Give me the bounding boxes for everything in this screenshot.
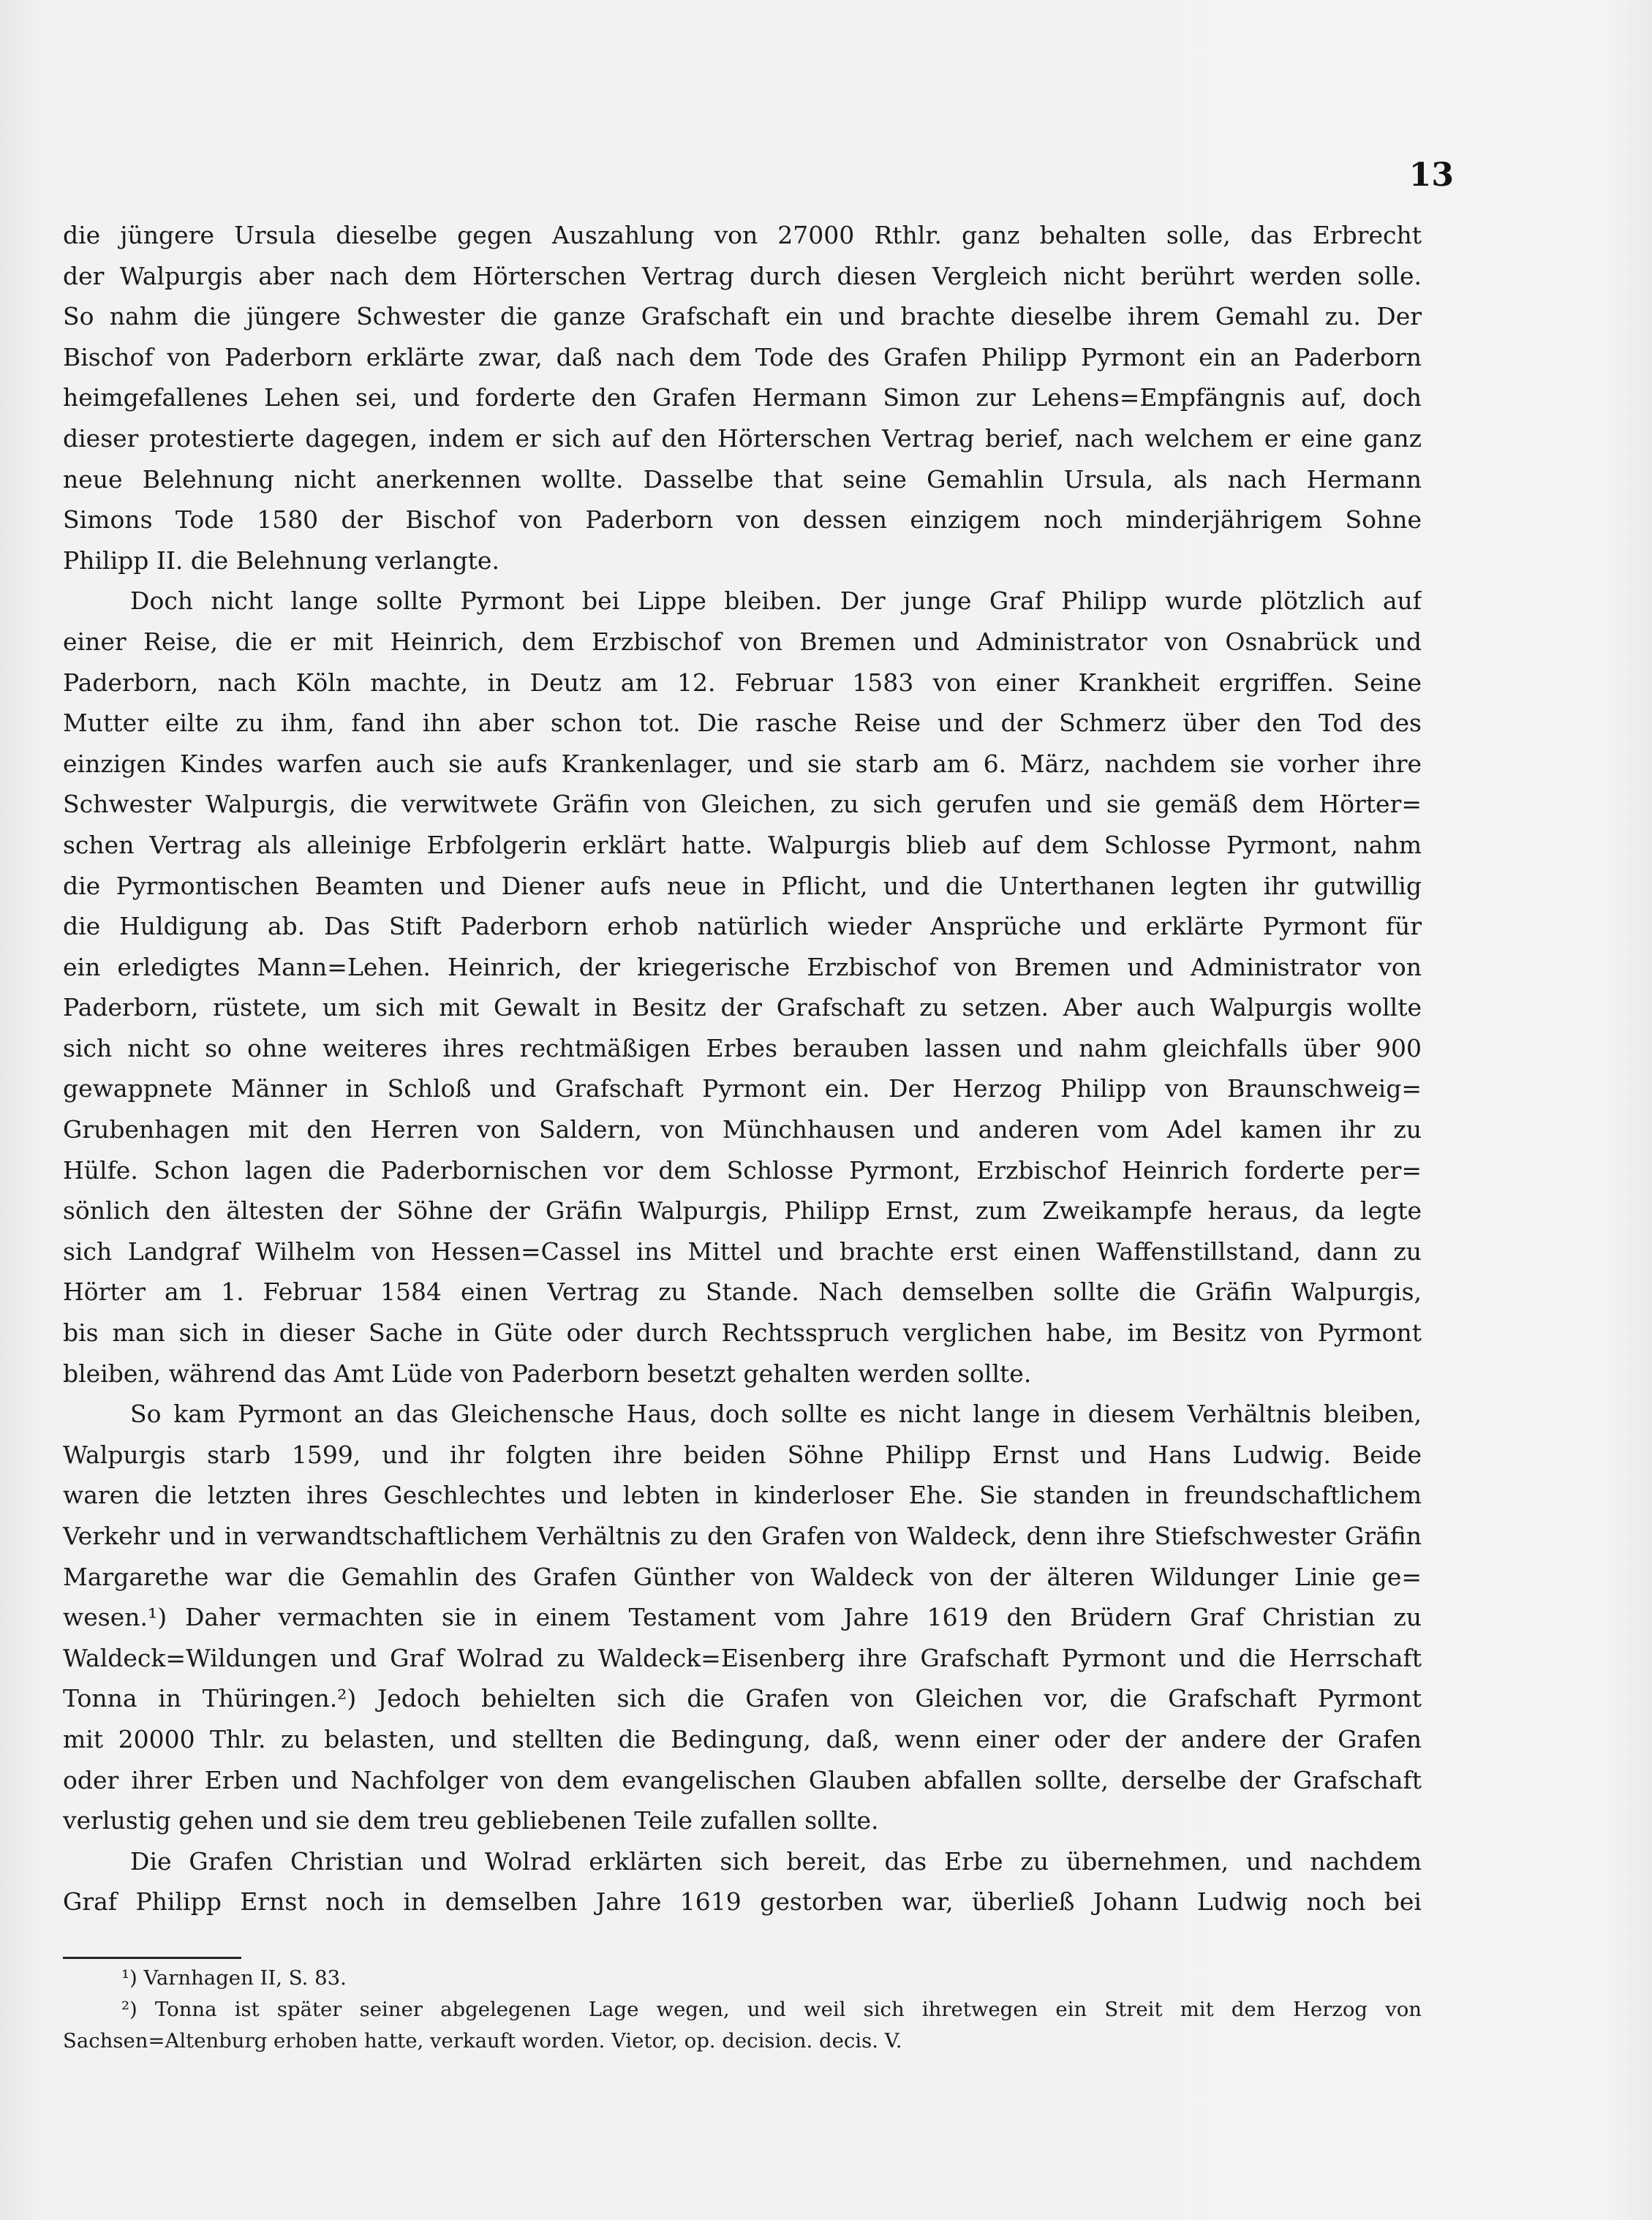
- text-line: dieser protestierte dagegen, indem er sich auf den Hörterschen Vertrag berief, nach welchem er eine ganz: [63, 423, 1422, 453]
- footnote-1: ¹) Varnhagen II, S. 83.: [121, 1966, 347, 1990]
- text-line: Tonna in Thüringen.²) Jedoch behielten sich die Grafen von Gleichen vor, die Grafschaft Pyrmont: [63, 1684, 1422, 1713]
- text-line: Hörter am 1. Februar 1584 einen Vertrag zu Stande. Nach demselben sollte die Gräfin Walpurgis,: [63, 1277, 1422, 1307]
- text-line: mit 20000 Thlr. zu belasten, und stellten die Bedingung, daß, wenn einer oder der andere der Grafen: [63, 1724, 1422, 1753]
- text-line: Margarethe war die Gemahlin des Grafen Günther von Waldeck von der älteren Wildunger Linie ge=: [63, 1562, 1422, 1591]
- text-line: die Huldigung ab. Das Stift Paderborn erhob natürlich wieder Ansprüche und erklärte Pyrmont für: [63, 912, 1422, 941]
- footnotes: [63, 1963, 1422, 2057]
- text-line: einzigen Kindes warfen auch sie aufs Krankenlager, und sie starb am 6. März, nachdem sie vorher ihre: [63, 749, 1422, 778]
- footnote-2-continued: Sachsen=Altenburg erhoben hatte, verkauft worden. Vietor, op. decision. decis. V.: [63, 2029, 902, 2053]
- text-line: Mutter eilte zu ihm, fand ihn aber schon tot. Die rasche Reise und der Schmerz über den Tod des: [63, 709, 1422, 738]
- text-line: Walpurgis starb 1599, und ihr folgten ihre beiden Söhne Philipp Ernst und Hans Ludwig. Beide: [63, 1440, 1422, 1469]
- text-line: Paderborn, nach Köln machte, in Deutz am 12. Februar 1583 von einer Krankheit ergriffen. Seine: [63, 668, 1422, 697]
- text-line: gewappnete Männer in Schloß und Grafschaft Pyrmont ein. Der Herzog Philipp von Braunschweig=: [63, 1074, 1422, 1103]
- text-line: bis man sich in dieser Sache in Güte oder durch Rechtsspruch verglichen habe, im Besitz von Pyrmont: [63, 1318, 1422, 1348]
- text-line: die Pyrmontischen Beamten und Diener aufs neue in Pflicht, und die Unterthanen legten ihr gutwillig: [63, 871, 1422, 900]
- text-line: Die Grafen Christian und Wolrad erklärten sich bereit, das Erbe zu übernehmen, und nachdem: [130, 1846, 1422, 1876]
- text-line: waren die letzten ihres Geschlechtes und lebten in kinderloser Ehe. Sie standen in freundschaftlichem: [63, 1481, 1422, 1510]
- text-line: neue Belehnung nicht anerkennen wollte. Dasselbe that seine Gemahlin Ursula, als nach Hermann: [63, 464, 1422, 494]
- text-line: der Walpurgis aber nach dem Hörterschen Vertrag durch diesen Vergleich nicht berührt werden solle.: [63, 261, 1422, 290]
- text-line: Verkehr und in verwandtschaftlichem Verhältnis zu den Grafen von Waldeck, denn ihre Stiefschwester Gräfin: [63, 1522, 1422, 1550]
- text-line: verlustig gehen und sie dem treu gebliebenen Teile zufallen sollte.: [63, 1806, 879, 1835]
- text-line: Grubenhagen mit den Herren von Saldern, von Münchhausen und anderen vom Adel kamen ihr zu: [63, 1115, 1422, 1144]
- text-line: Philipp II. die Belehnung verlangte.: [63, 545, 499, 575]
- text-line: sich nicht so ohne weiteres ihres rechtmäßigen Erbes berauben lassen und nahm gleichfalls über 900: [63, 1033, 1422, 1062]
- text-line: schen Vertrag als alleinige Erbfolgerin erklärt hatte. Walpurgis blieb auf dem Schlosse Pyrmont, nahm: [63, 830, 1422, 859]
- text-line: heimgefallenes Lehen sei, und forderte den Grafen Hermann Simon zur Lehens=Empfängnis auf, doch: [63, 383, 1422, 412]
- footnote-divider: [63, 1957, 241, 1959]
- page-number: 13: [1408, 156, 1454, 194]
- text-line: ein erledigtes Mann=Lehen. Heinrich, der kriegerische Erzbischof von Bremen und Administrator von: [63, 952, 1422, 981]
- body-text: [63, 215, 1422, 1922]
- text-line: oder ihrer Erben und Nachfolger von dem evangelischen Glauben abfallen sollte, derselbe der Grafschaft: [63, 1765, 1422, 1794]
- text-line: Schwester Walpurgis, die verwitwete Gräfin von Gleichen, zu sich gerufen und sie gemäß dem Hörter=: [63, 790, 1422, 819]
- text-line: Simons Tode 1580 der Bischof von Paderborn von dessen einzigem noch minderjährigem Sohne: [63, 505, 1422, 535]
- text-line: Hülfe. Schon lagen die Paderbornischen vor dem Schlosse Pyrmont, Erzbischof Heinrich forderte per=: [63, 1155, 1422, 1185]
- text-line: Graf Philipp Ernst noch in demselben Jahre 1619 gestorben war, überließ Johann Ludwig noch bei: [63, 1887, 1422, 1917]
- text-line: Paderborn, rüstete, um sich mit Gewalt in Besitz der Grafschaft zu setzen. Aber auch Walpurgis wollte: [63, 993, 1422, 1022]
- text-line: einer Reise, die er mit Heinrich, dem Erzbischof von Bremen und Administrator von Osnabrück und: [63, 627, 1422, 656]
- text-line: Bischof von Paderborn erklärte zwar, daß nach dem Tode des Grafen Philipp Pyrmont ein an Paderborn: [63, 342, 1422, 371]
- text-line: sich Landgraf Wilhelm von Hessen=Cassel ins Mittel und brachte erst einen Waffenstillstand, dann zu: [63, 1237, 1422, 1266]
- text-line: bleiben, während das Amt Lüde von Paderborn besetzt gehalten werden sollte.: [63, 1359, 1032, 1388]
- text-line: So kam Pyrmont an das Gleichensche Haus, doch sollte es nicht lange in diesem Verhältnis bleiben,: [130, 1400, 1422, 1429]
- text-line: die jüngere Ursula dieselbe gegen Auszahlung von 27000 Rthlr. ganz behalten solle, das Erbrecht: [63, 221, 1422, 249]
- text-line: wesen.¹) Daher vermachten sie in einem Testament vom Jahre 1619 den Brüdern Graf Christian zu: [63, 1603, 1422, 1632]
- text-line: sönlich den ältesten der Söhne der Gräfin Walpurgis, Philipp Ernst, zum Zweikampfe heraus, da legte: [63, 1196, 1422, 1226]
- text-line: Doch nicht lange sollte Pyrmont bei Lippe bleiben. Der junge Graf Philipp wurde plötzlich auf: [130, 586, 1422, 616]
- footnote-2: ²) Tonna ist später seiner abgelegenen Lage wegen, und weil sich ihretwegen ein Streit mit dem Herzog von: [121, 1998, 1422, 2021]
- text-line: Waldeck=Wildungen und Graf Wolrad zu Waldeck=Eisenberg ihre Grafschaft Pyrmont und die Herrschaft: [63, 1643, 1422, 1672]
- text-line: So nahm die jüngere Schwester die ganze Grafschaft ein und brachte dieselbe ihrem Gemahl zu. Der: [63, 302, 1422, 331]
